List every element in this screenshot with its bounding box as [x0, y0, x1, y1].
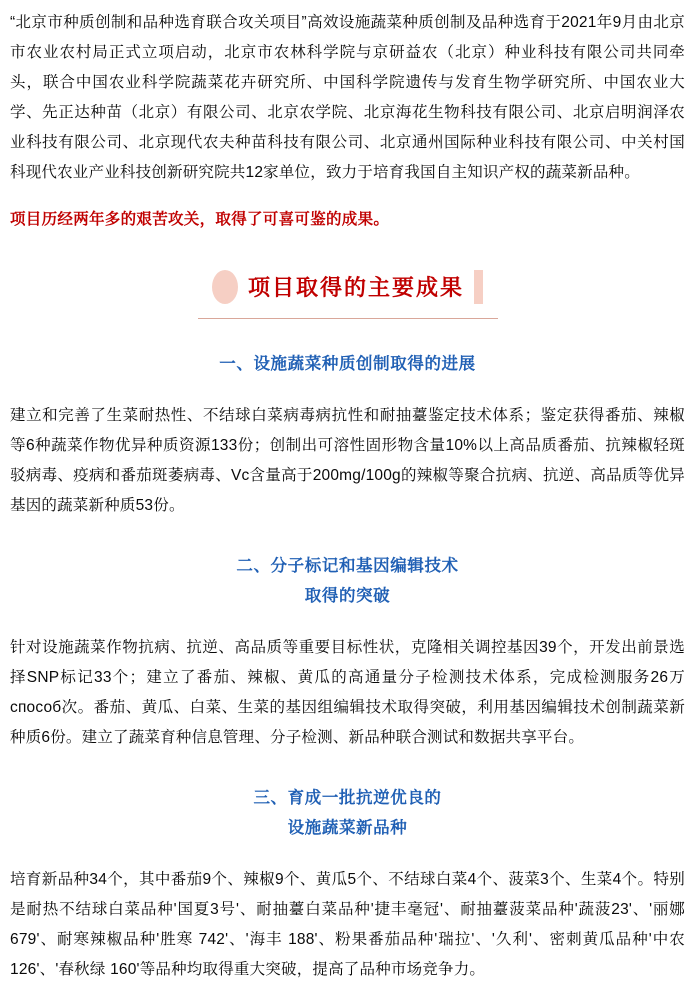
section-one	[10, 349, 685, 521]
section-one-heading-line1: 一、设施蔬菜种质创制取得的进展	[219, 355, 476, 373]
results-banner-title: 项目取得的主要成果	[247, 274, 464, 300]
section-two-heading	[10, 551, 685, 611]
section-two	[10, 551, 685, 753]
section-three-heading-line1: 三、育成一批抗逆优良的	[253, 789, 442, 807]
highlight-statement: 项目历经两年多的艰苦攻关，取得了可喜可鉴的成果。	[10, 211, 390, 228]
section-three-heading	[10, 783, 685, 843]
intro-paragraph: “北京市种质创制和品种选育联合攻关项目”高效设施蔬菜种质创制及品种选育于2021年9月由北京市农业农村局正式立项启动，北京市农林科学院与京研益农（北京）种业科技有限公司共同牵头，联合中国农业科学院蔬菜花卉研究所、中国科学院遗传与发育生物学研究所、中国农业大学、先正达种苗（北京）有限公司、北京农学院、北京海花生物科技有限公司、北京启明润泽农业科技有限公司、北京现代农夫种苗科技有限公司、北京通州国际种业科技有限公司、中关村国科现代农业产业科技创新研究院共12家单位，致力于培育我国自主知识产权的蔬菜新品种。	[10, 14, 685, 181]
section-three-paragraph: 培育新品种34个，其中番茄9个、辣椒9个、黄瓜5个、不结球白菜4个、菠菜3个、生菜4个。特别是耐热不结球白菜品种'国夏3号'、耐抽薹白菜品种'捷丰毫冠'、耐抽薹菠菜品种'蔬菠23'、'丽娜679'、耐寒辣椒品种'胜寒 742'、'海丰 188'、粉果番茄品种'瑞拉'、'久利'、密刺黄瓜品种'中农 126'、'春秋绿 160'等品种均取得重大突破，提高了品种市场竞争力。	[10, 871, 685, 978]
section-two-heading-line2: 取得的突破	[304, 587, 391, 605]
section-three	[10, 783, 685, 985]
results-banner	[10, 260, 685, 312]
results-banner-inner	[212, 269, 483, 303]
banner-divider	[198, 318, 498, 319]
section-one-paragraph: 建立和完善了生菜耐热性、不结球白菜病毒病抗性和耐抽薹鉴定技术体系；鉴定获得番茄、辣椒等6种蔬菜作物优异种质资源133份；创制出可溶性固形物含量10%以上高品质番茄、抗辣椒轻斑驳病毒、疫病和番茄斑萎病毒、Vc含量高于200mg/100g的辣椒等聚合抗病、抗逆、高品质等优异基因的蔬菜新种质53份。	[10, 407, 685, 514]
section-two-heading-line1: 二、分子标记和基因编辑技术	[236, 557, 459, 575]
section-one-heading	[10, 349, 685, 379]
section-three-heading-line2: 设施蔬菜新品种	[287, 819, 408, 837]
banner-dot-icon	[212, 270, 238, 304]
section-two-paragraph: 针对设施蔬菜作物抗病、抗逆、高品质等重要目标性状，克隆相关调控基因39个，开发出前景选择SNP标记33个；建立了番茄、辣椒、黄瓜的高通量分子检测技术体系，完成检测服务26万способ次。番茄、黄瓜、白菜、生菜的基因组编辑技术取得突破，利用基因编辑技术创制蔬菜新种质6份。建立了蔬菜育种信息管理、分子检测、新品种联合测试和数据共享平台。	[10, 639, 685, 746]
banner-bar-icon	[474, 270, 483, 304]
